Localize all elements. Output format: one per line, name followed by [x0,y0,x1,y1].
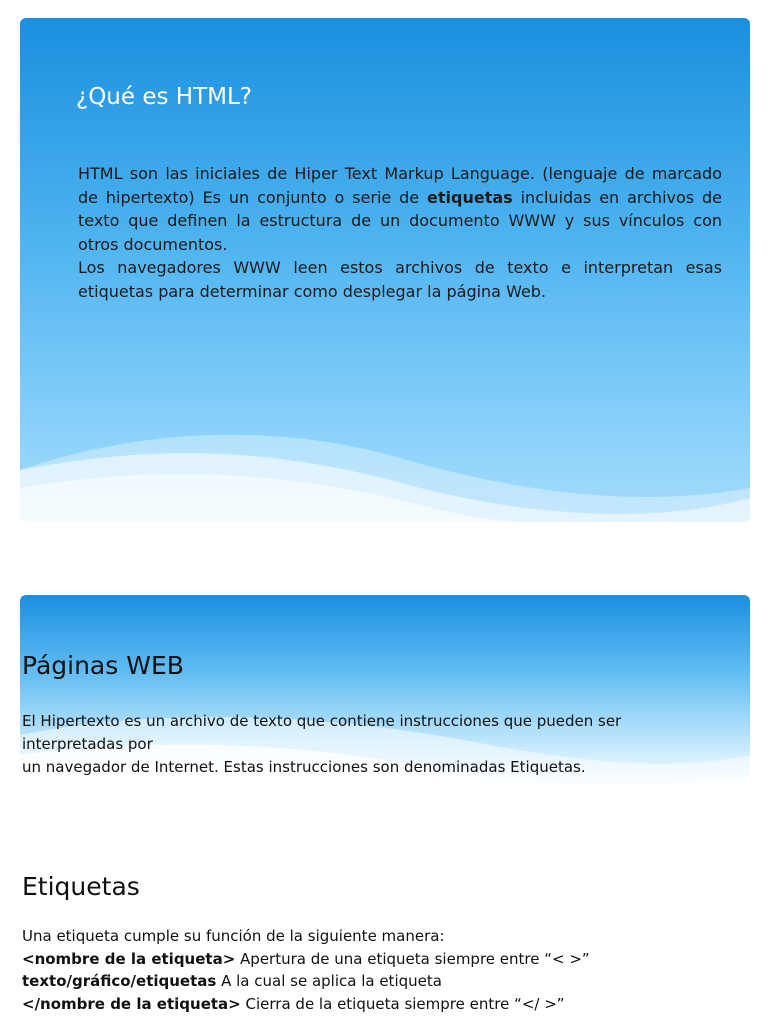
intro-line: Una etiqueta cumple su función de la siguiente manera: [22,927,445,945]
slide-title: ¿Qué es HTML? [76,84,253,110]
bold-term: etiquetas [427,187,513,207]
slide-title: Páginas WEB [22,651,184,680]
text-line: El Hipertexto es un archivo de texto que contiene instrucciones que pueden ser [22,712,622,730]
slide-what-is-html [20,18,750,522]
text-line: interpretadas por [22,735,153,753]
section-tags [22,872,742,1015]
list-item: </nombre de la etiqueta> Cierra de la etiqueta siempre entre “</ >” [22,994,565,1013]
text-line: un navegador de Internet. Estas instrucciones son denominadas Etiquetas. [22,758,586,776]
section-body [22,925,742,1015]
slide-web-pages [20,595,750,790]
slide-body [22,710,722,779]
section-title: Etiquetas [22,872,140,901]
list-item: texto/gráfico/etiquetas A la cual se aplica la etiqueta [22,972,442,990]
slide-body [78,162,722,303]
list-item: <nombre de la etiqueta> Apertura de una etiqueta siempre entre “< >” [22,949,590,968]
paragraph-browsers: Los navegadores WWW leen estos archivos de texto e interpretan esas etiquetas para determinar como desplegar la página Web. [78,258,722,301]
paragraph-definition: HTML son las iniciales de Hiper Text Markup Language. (lenguaje de marcado de hipertexto) Es un conjunto o serie de etiquetas incluidas en archivos de texto que definen la estructura de un documento WWW y sus vínculos con otros documentos. [78,164,722,254]
